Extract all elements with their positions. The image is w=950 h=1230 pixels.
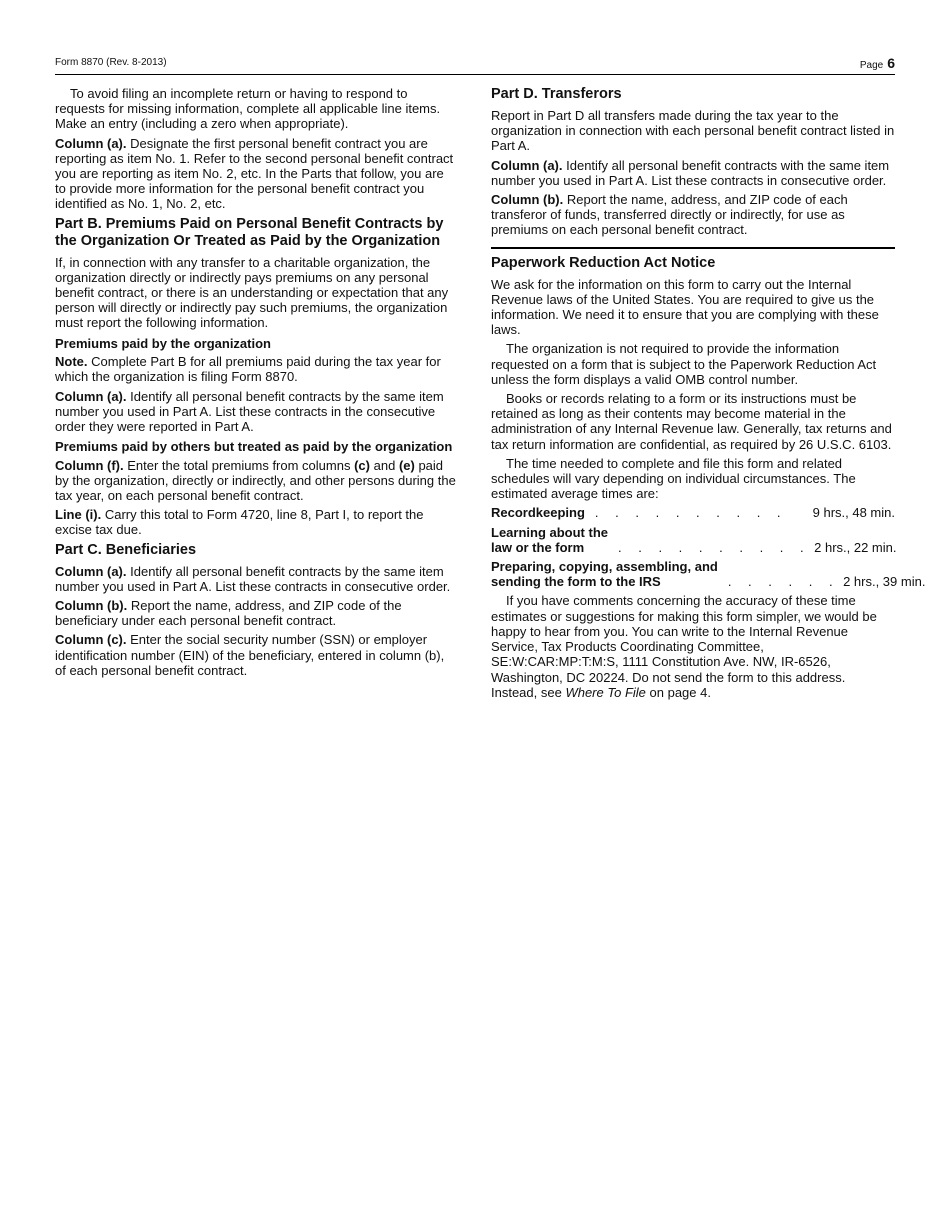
time-row-preparing — [491, 559, 926, 590]
premiums-others-heading: Premiums paid by others but treated as paid by the organization — [55, 439, 453, 455]
part-d-heading: Part D. Transferors — [491, 86, 622, 102]
column-a-text: Designate the first personal benefit contract you are reporting as item No. 1. Refer to the second personal benefit contract you are reporting as item No. 2, etc. In the Parts that follow, you are to provide more information for the personal benefit contract you identified as No. 1, No. 2, etc. — [55, 135, 454, 212]
part-c-column-a-text: Identify all personal benefit contracts by the same item number you used in Part A. List these contracts in consecutive order. — [55, 563, 451, 594]
dot-leader: . . . . . . — [727, 574, 840, 590]
paperwork-paragraph-5 — [491, 593, 895, 699]
part-d-column-a-paragraph — [491, 158, 895, 188]
part-c-column-c-label: Column (c). — [55, 632, 127, 648]
paperwork-paragraph-2: The organization is not required to provide the information requested on a form that is subject to the Paperwork Reduction Act unless the form displays a valid OMB control number. — [491, 341, 877, 387]
time-value: 2 hrs., 22 min. — [814, 539, 897, 555]
line-i-text: Carry this total to Form 4720, line 8, Part I, to report the excise tax due. — [55, 507, 424, 538]
column-f-text-2: paid by the organization, directly or indirectly, and other persons during the tax year, on each personal benefit contract. — [55, 457, 456, 504]
part-b-heading: Part B. Premiums Paid on Personal Benefit Contracts by the Organization Or Treated as Paid by the Organization — [55, 215, 444, 249]
note-paragraph — [55, 354, 458, 384]
paperwork-heading: Paperwork Reduction Act Notice — [491, 254, 716, 271]
part-d-column-a-text: Identify all personal benefit contracts with the same item number you used in Part A. List these contracts in consecutive order. — [491, 157, 890, 188]
column-f-text-1: Enter the total premiums from columns — [127, 457, 351, 473]
section-divider — [491, 247, 895, 249]
time-label: Recordkeeping — [491, 505, 585, 521]
time-value: 9 hrs., 48 min. — [812, 505, 895, 521]
part-c-column-b-paragraph — [55, 598, 458, 628]
part-d-column-b-label: Column (b). — [491, 192, 564, 208]
column-a-label: Column (a). — [55, 135, 127, 151]
time-row-recordkeeping — [491, 505, 895, 520]
page-indicator — [860, 55, 895, 71]
paperwork-paragraph-1: We ask for the information on this form to carry out the Internal Revenue laws of the United States. You are required to give us the information. We need it to ensure that you are complying with these laws. — [491, 276, 879, 338]
part-d-column-b-text: Report the name, address, and ZIP code of each transferor of funds, transferred directly or indirectly, for use as premiums on each personal benefit contract. — [491, 192, 848, 238]
part-c-column-b-text: Report the name, address, and ZIP code of the beneficiary under each personal benefit contract. — [55, 598, 402, 629]
line-i-label: Line (i). — [55, 507, 102, 523]
part-c-column-b-label: Column (b). — [55, 598, 128, 614]
page-number: 6 — [887, 55, 895, 71]
right-column — [491, 86, 926, 704]
time-value: 2 hrs., 39 min. — [843, 574, 926, 590]
part-b-column-a-paragraph — [55, 389, 458, 435]
part-c-column-c-paragraph — [55, 632, 458, 678]
note-label: Note. — [55, 354, 88, 370]
column-c-ref: (c) — [354, 457, 370, 473]
part-c-column-a-paragraph — [55, 564, 458, 594]
paperwork-paragraph-3: Books or records relating to a form or its instructions must be retained as long as their contents may become material in the administration of any Internal Revenue law. Generally, tax returns and tax return information are confidential, as required by 26 U.S.C. 6103. — [491, 391, 892, 452]
comments-text: If you have comments concerning the accuracy of these time estimates or suggestions for making this form simpler, we would be happy to hear from you. You can write to the Internal Revenue Service, Tax Products Coordinating Committee, SE:W:CAR:MP:T:M:S, 1111 Constitution Ave. NW, IR-6526, Washington, DC 20224. Do not send the form to this address. Instead, see — [491, 593, 877, 700]
intro-paragraph: To avoid filing an incomplete return or having to respond to requests for missing information, complete all applicable line items. Make an entry (including a zero when appropriate). — [55, 86, 441, 132]
page-header — [55, 54, 895, 75]
time-label-line-2: sending the form to the IRS — [491, 574, 661, 590]
part-d-paragraph: Report in Part D all transfers made during the tax year to the organization in connection with each personal benefit contract listed in Part A. — [491, 108, 895, 154]
comments-text-end: on page 4. — [649, 684, 711, 700]
part-d-column-a-label: Column (a). — [491, 157, 563, 173]
time-label-line-2: law or the form — [491, 539, 585, 555]
paperwork-paragraph-4: The time needed to complete and file this form and related schedules will vary depending on individual circumstances. The estimated average times are: — [491, 455, 856, 502]
column-e-ref: (e) — [398, 457, 415, 473]
time-row-learning — [491, 525, 895, 555]
time-label — [491, 559, 718, 589]
column-f-and: and — [373, 457, 396, 473]
premiums-org-heading: Premiums paid by the organization — [55, 335, 271, 351]
part-d-column-b-paragraph — [491, 192, 895, 238]
column-f-paragraph — [55, 458, 458, 504]
note-text: Complete Part B for all premiums paid during the tax year for which the organization is filing Form 8870. — [55, 354, 441, 385]
part-b-paragraph: If, in connection with any transfer to a charitable organization, the organization directly or indirectly pays premiums on any personal benefit contract, or there is an understanding or expectation that any person will directly or indirectly pay such premiums, the organization must report the following information. — [55, 254, 449, 331]
left-column — [55, 86, 458, 682]
dot-leader: . . . . . . . . . . — [594, 505, 788, 521]
part-c-column-c-text: Enter the social security number (SSN) or employer identification number (EIN) of the beneficiary, entered in column (b), of each personal benefit contract. — [55, 632, 445, 678]
time-label-line-1: Learning about the — [491, 524, 608, 540]
where-to-file-ref: Where To File — [565, 684, 646, 700]
column-f-label: Column (f). — [55, 457, 124, 473]
part-c-heading: Part C. Beneficiaries — [55, 541, 197, 558]
dot-leader: . . . . . . . . . . — [618, 539, 811, 555]
part-b-column-a-text: Identify all personal benefit contracts by the same item number you used in Part A. List these contracts in the consecutive order they were reported in Part A. — [55, 388, 444, 434]
part-b-column-a-label: Column (a). — [55, 388, 127, 404]
form-identifier: Form 8870 (Rev. 8-2013) — [55, 57, 167, 68]
column-a-paragraph — [55, 136, 458, 212]
line-i-paragraph — [55, 507, 458, 537]
part-c-column-a-label: Column (a). — [55, 563, 127, 579]
page-label: Page — [859, 60, 884, 71]
time-label — [491, 525, 608, 555]
time-label-line-1: Preparing, copying, assembling, and — [491, 559, 718, 575]
